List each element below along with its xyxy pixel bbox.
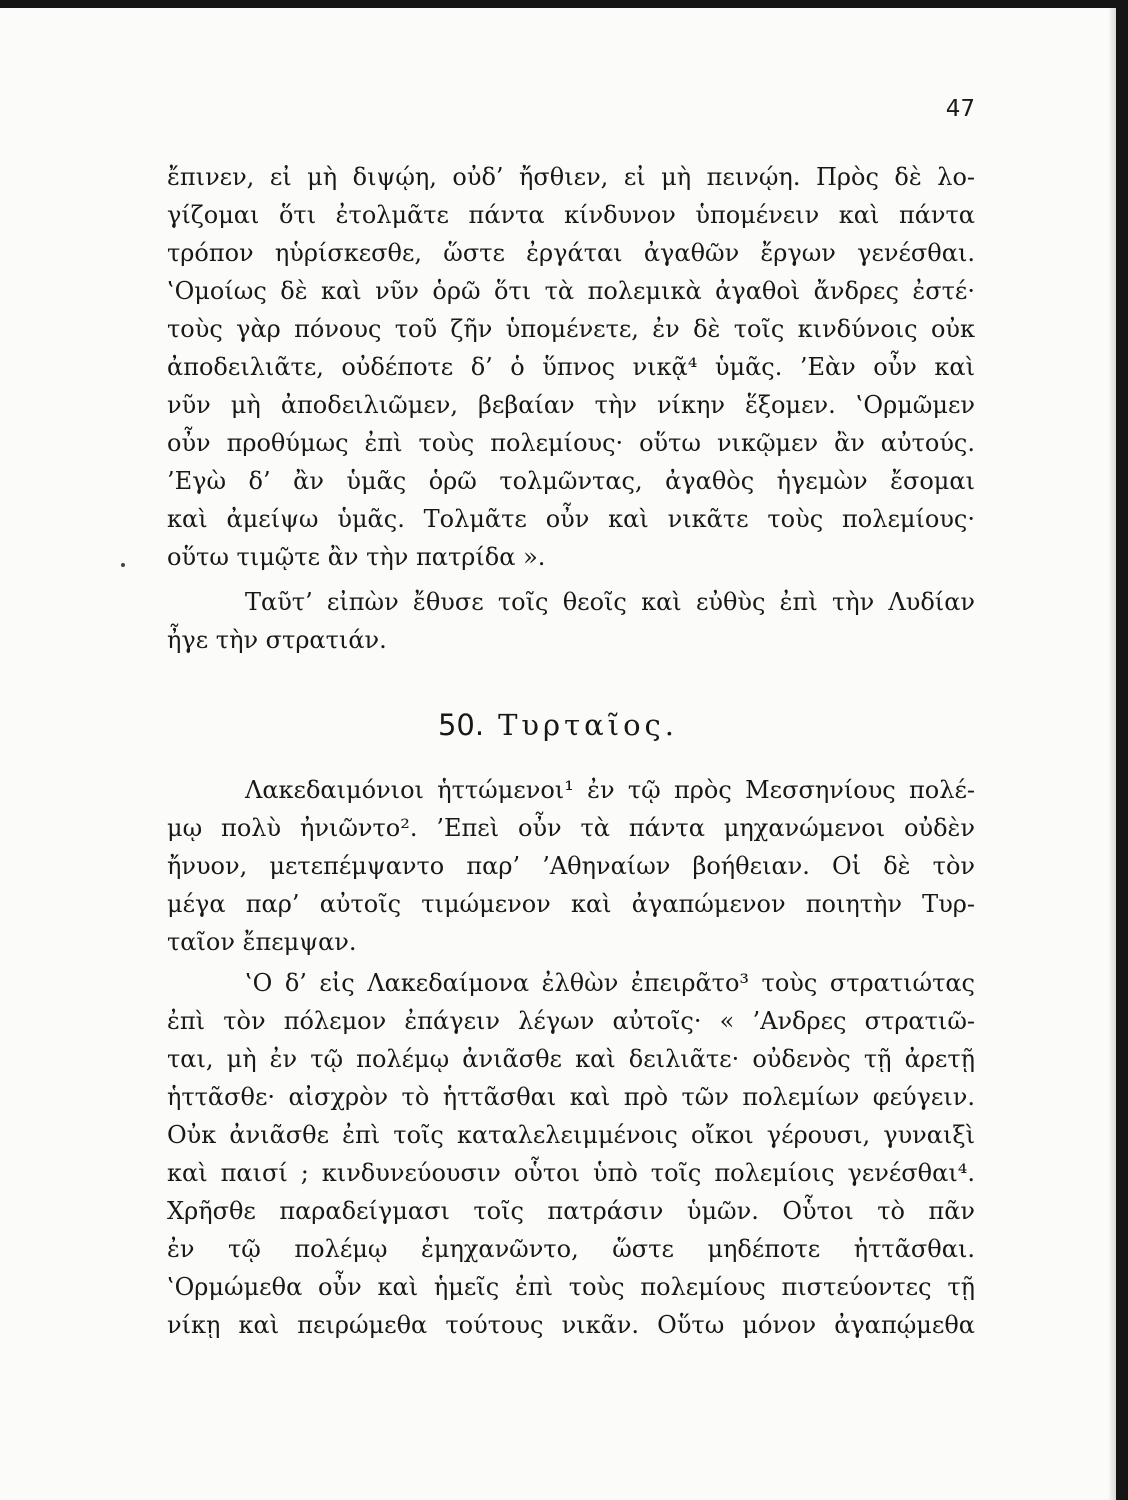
- page-number: 47: [945, 96, 975, 122]
- text-line: Ταῦτ’ εἰπὼν ἔθυσε τοῖς θεοῖς καὶ εὐθὺς ἐπὶ τὴν Λυδίαν: [245, 588, 975, 616]
- text-line: νίκῃ καὶ πειρώμεθα τούτους νικᾶν. Οὕτω μόνον ἀγαπῴμεθα: [167, 1311, 975, 1339]
- text-line: καὶ παισί ; κινδυνεύουσιν οὗτοι ὑπὸ τοῖς πολεμίοις γενέσθαι⁴.: [167, 1159, 975, 1187]
- margin-dot: [121, 563, 125, 567]
- text-line: καὶ ἀμείψω ὑμᾶς. Τολμᾶτε οὖν καὶ νικᾶτε τοὺς πολεμίους·: [167, 505, 975, 533]
- text-line: Λακεδαιμόνιοι ἡττώμενοι¹ ἐν τῷ πρὸς Μεσσηνίους πολέ-: [245, 776, 975, 804]
- text-line: ‛Ο δ’ εἰς Λακεδαίμονα ἐλθὼν ἐπειρᾶτο³ τοὺς στρατιώτας: [245, 969, 975, 997]
- text-line: ἦγε τὴν στρατιάν.: [167, 626, 387, 654]
- text-line: ἀποδειλιᾶτε, οὐδέποτε δ’ ὁ ὕπνος νικᾷ⁴ ὑμᾶς. ’Εὰν οὖν καὶ: [167, 353, 975, 381]
- page-edge: [1108, 8, 1116, 1500]
- text-line: ἔπινεν, εἰ μὴ διψῴη, οὐδ’ ἤσθιεν, εἰ μὴ πεινῴη. Πρὸς δὲ λο-: [167, 163, 975, 191]
- text-line: ‛Ομοίως δὲ καὶ νῦν ὁρῶ ὅτι τὰ πολεμικὰ ἀγαθοὶ ἄνδρες ἐστέ·: [167, 277, 975, 305]
- text-line: ταῖον ἔπεμψαν.: [167, 928, 357, 956]
- text-line: ἤνυον, μετεπέμψαντο παρ’ ’Αθηναίων βοήθειαν. Οἱ δὲ τὸν: [167, 852, 975, 880]
- text-line: μέγα παρ’ αὐτοῖς τιμώμενον καὶ ἀγαπώμενον ποιητὴν Τυρ-: [167, 890, 975, 918]
- text-line: ἐπὶ τὸν πόλεμον ἐπάγειν λέγων αὐτοῖς· « ’Ανδρες στρατιῶ-: [167, 1007, 975, 1035]
- text-line: οὖν προθύμως ἐπὶ τοὺς πολεμίους· οὕτω νικῷμεν ἂν αὐτούς.: [167, 429, 975, 457]
- section-heading: [0, 708, 1116, 742]
- text-line: Οὐκ ἀνιᾶσθε ἐπὶ τοῖς καταλελειμμένοις οἴκοι γέρουσι, γυναιξὶ: [167, 1121, 975, 1149]
- text-line: ‛Ορμώμεθα οὖν καὶ ἡμεῖς ἐπὶ τοὺς πολεμίους πιστεύοντες τῇ: [167, 1273, 975, 1301]
- text-line: μῳ πολὺ ἠνιῶντο². ’Επεὶ οὖν τὰ πάντα μηχανώμενοι οὐδὲν: [167, 814, 975, 842]
- text-line: νῦν μὴ ἀποδειλιῶμεν, βεβαίαν τὴν νίκην ἕξομεν. ‛Ορμῶμεν: [167, 391, 975, 419]
- text-line: τοὺς γὰρ πόνους τοῦ ζῆν ὑπομένετε, ἐν δὲ τοῖς κινδύνοις οὐκ: [167, 315, 975, 343]
- text-line: οὕτω τιμῷτε ἂν τὴν πατρίδα ».: [167, 543, 546, 571]
- section-title: Τυρταῖος.: [498, 708, 679, 742]
- text-line: ται, μὴ ἐν τῷ πολέμῳ ἀνιᾶσθε καὶ δειλιᾶτε· οὐδενὸς τῇ ἀρετῇ: [167, 1045, 975, 1073]
- text-line: τρόπον ηὑρίσκεσθε, ὥστε ἐργάται ἀγαθῶν ἔργων γενέσθαι.: [167, 239, 975, 267]
- text-line: γίζομαι ὅτι ἐτολμᾶτε πάντα κίνδυνον ὑπομένειν καὶ πάντα: [167, 201, 975, 229]
- text-line: ἡττᾶσθε· αἰσχρὸν τὸ ἡττᾶσθαι καὶ πρὸ τῶν πολεμίων φεύγειν.: [167, 1083, 975, 1111]
- text-line: ἐν τῷ πολέμῳ ἐμηχανῶντο, ὥστε μηδέποτε ἡττᾶσθαι.: [167, 1235, 975, 1263]
- text-line: Χρῆσθε παραδείγμασι τοῖς πατράσιν ὑμῶν. Οὗτοι τὸ πᾶν: [167, 1197, 975, 1225]
- section-number: 50.: [437, 708, 485, 742]
- text-line: ’Εγὼ δ’ ἂν ὑμᾶς ὁρῶ τολμῶντας, ἀγαθὸς ἡγεμὼν ἔσομαι: [167, 467, 975, 495]
